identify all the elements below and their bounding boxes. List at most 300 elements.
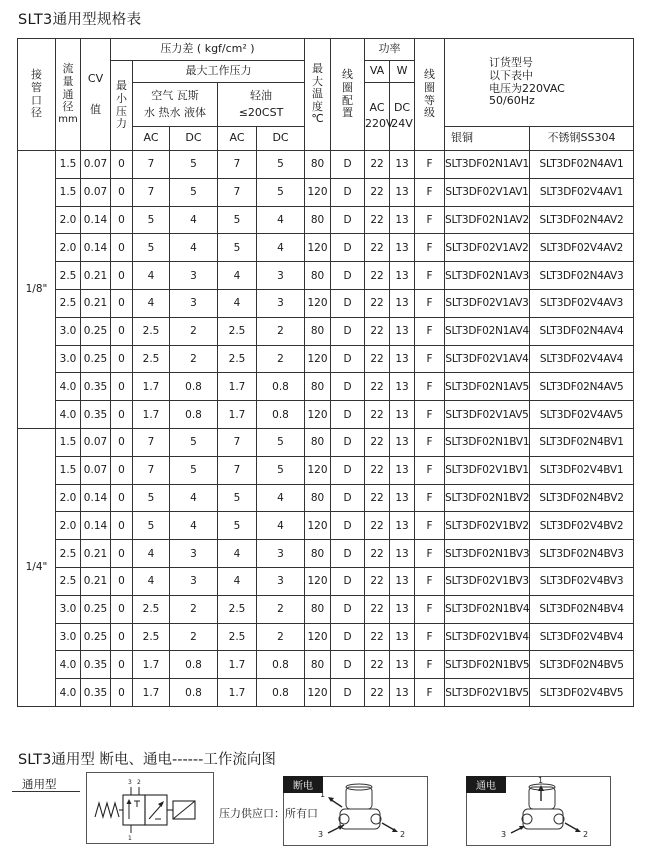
model-brass-cell: SLT3DF02N1AV3 <box>445 262 530 290</box>
media1-dc-cell: 3 <box>170 289 218 317</box>
min-pressure-header <box>111 61 133 151</box>
cv-header-line2: 值 <box>90 102 101 116</box>
media1-dc-cell: 5 <box>170 428 218 456</box>
media2-ac-cell: 7 <box>218 428 257 456</box>
media1-dc-cell: 4 <box>170 512 218 540</box>
min-pressure-cell: 0 <box>111 623 133 651</box>
coil-config-cell: D <box>331 623 365 651</box>
flow-cell: 1.5 <box>56 151 81 179</box>
model-brass-cell: SLT3DF02N1AV1 <box>445 151 530 179</box>
coil-grade-cell: F <box>415 317 445 345</box>
coil-config-cell: D <box>331 456 365 484</box>
power-w-cell: 13 <box>390 623 415 651</box>
flow-cell: 3.0 <box>56 623 81 651</box>
media1-ac-cell: 5 <box>133 206 170 234</box>
symbol-port-1: 1 <box>128 835 132 842</box>
min-pressure-cell: 0 <box>111 262 133 290</box>
spec-table-header <box>18 39 634 151</box>
media1-dc-cell: 5 <box>170 178 218 206</box>
media2-dc-cell: 4 <box>257 206 305 234</box>
model-stainless-cell: SLT3DF02N4AV4 <box>530 317 634 345</box>
media2-ac-cell: 4 <box>218 567 257 595</box>
model-stainless-cell: SLT3DF02V4AV3 <box>530 289 634 317</box>
cv-cell: 0.25 <box>81 345 111 373</box>
flow-cell: 2.5 <box>56 262 81 290</box>
min-pressure-cell: 0 <box>111 595 133 623</box>
power-va-cell: 22 <box>365 679 390 707</box>
media2-ac-cell: 5 <box>218 234 257 262</box>
power-w-cell: 13 <box>390 151 415 179</box>
media1-dc-cell: 0.8 <box>170 373 218 401</box>
min-pressure-cell: 0 <box>111 484 133 512</box>
power-va-cell: 22 <box>365 484 390 512</box>
va-header: VA <box>365 61 390 83</box>
media1-ac-cell: 1.7 <box>133 401 170 429</box>
temp-unit: ℃ <box>311 112 324 126</box>
cv-cell: 0.25 <box>81 623 111 651</box>
model-stainless-cell: SLT3DF02N4BV2 <box>530 484 634 512</box>
flow-section-title: SLT3通用型 断电、通电------工作流向图 <box>18 752 276 768</box>
off-port-2: 2 <box>400 830 406 839</box>
min-pressure-cell: 0 <box>111 567 133 595</box>
model-stainless-cell: SLT3DF02N4AV3 <box>530 262 634 290</box>
cv-cell: 0.25 <box>81 595 111 623</box>
table-row <box>18 651 634 679</box>
min-pressure-cell: 0 <box>111 373 133 401</box>
power-ac-line1: AC <box>369 101 385 115</box>
cv-cell: 0.14 <box>81 484 111 512</box>
temp-cell: 120 <box>305 178 331 206</box>
port-header <box>18 39 56 151</box>
temp-cell: 80 <box>305 595 331 623</box>
valve-symbol-icon <box>87 773 213 843</box>
media2-ac-cell: 7 <box>218 178 257 206</box>
model-brass-cell: SLT3DF02V1AV4 <box>445 345 530 373</box>
media1-ac-cell: 1.7 <box>133 651 170 679</box>
model-stainless-cell: SLT3DF02V4BV1 <box>530 456 634 484</box>
power-va-cell: 22 <box>365 206 390 234</box>
coil-grade-cell: F <box>415 512 445 540</box>
table-row <box>18 289 634 317</box>
power-w-cell: 13 <box>390 317 415 345</box>
table-row <box>18 679 634 707</box>
pressure-title: 压力差 ( kgf/cm² ) <box>111 39 305 61</box>
power-w-cell: 13 <box>390 428 415 456</box>
flow-cell: 3.0 <box>56 317 81 345</box>
power-va-cell: 22 <box>365 234 390 262</box>
coil-config-cell: D <box>331 484 365 512</box>
power-w-cell: 13 <box>390 289 415 317</box>
coil-config-cell: D <box>331 262 365 290</box>
media2-dc-cell: 0.8 <box>257 401 305 429</box>
media1-dc-cell: 2 <box>170 317 218 345</box>
symbol-port-2: 2 <box>137 779 141 786</box>
min-pressure-cell: 0 <box>111 540 133 568</box>
power-va-cell: 22 <box>365 651 390 679</box>
model-brass-cell: SLT3DF02N1AV4 <box>445 317 530 345</box>
media1-dc-cell: 3 <box>170 567 218 595</box>
stainless-header: 不锈钢SS304 <box>530 127 634 151</box>
power-va-cell: 22 <box>365 262 390 290</box>
cv-cell: 0.35 <box>81 651 111 679</box>
model-stainless-cell: SLT3DF02V4BV5 <box>530 679 634 707</box>
media2-line2: ≤20CST <box>238 105 284 119</box>
model-stainless-cell: SLT3DF02V4AV2 <box>530 234 634 262</box>
model-brass-cell: SLT3DF02V1BV5 <box>445 679 530 707</box>
coil-grade-text: 线圈等级 <box>424 68 436 120</box>
order-sub: 以下表中 <box>489 68 534 82</box>
order-voltage: 电压为220VAC <box>489 81 565 95</box>
power-w-cell: 13 <box>390 484 415 512</box>
media2-ac-cell: 5 <box>218 512 257 540</box>
max-pressure-header: 最大工作压力 <box>133 61 305 83</box>
coil-grade-cell: F <box>415 262 445 290</box>
valve-on-icon <box>467 777 610 845</box>
table-row <box>18 567 634 595</box>
media1-ac-cell: 2.5 <box>133 345 170 373</box>
cv-cell: 0.07 <box>81 428 111 456</box>
media1-ac-cell: 5 <box>133 512 170 540</box>
min-pressure-cell: 0 <box>111 206 133 234</box>
power-va-cell: 22 <box>365 512 390 540</box>
power-off-tag: 断电 <box>283 776 323 793</box>
media2-ac-cell: 4 <box>218 289 257 317</box>
media2-ac-cell: 2.5 <box>218 317 257 345</box>
flow-cell: 2.5 <box>56 567 81 595</box>
media1-ac-cell: 4 <box>133 567 170 595</box>
media1-dc-cell: 0.8 <box>170 679 218 707</box>
port-size-cell: 1/4" <box>18 428 56 706</box>
media2-ac-cell: 4 <box>218 262 257 290</box>
flow-unit: mm <box>58 114 78 126</box>
temp-cell: 80 <box>305 484 331 512</box>
media2-dc-cell: 3 <box>257 540 305 568</box>
flow-cell: 2.0 <box>56 234 81 262</box>
media1-dc-cell: 2 <box>170 623 218 651</box>
media2-header <box>218 83 305 127</box>
model-brass-cell: SLT3DF02N1BV3 <box>445 540 530 568</box>
power-va-cell: 22 <box>365 345 390 373</box>
coil-grade-cell: F <box>415 679 445 707</box>
power-w-cell: 13 <box>390 401 415 429</box>
table-row <box>18 484 634 512</box>
coil-config-cell: D <box>331 651 365 679</box>
flow-cell: 3.0 <box>56 345 81 373</box>
media1-ac-cell: 4 <box>133 540 170 568</box>
power-w-cell: 13 <box>390 373 415 401</box>
min-pressure-cell: 0 <box>111 289 133 317</box>
power-va-cell: 22 <box>365 428 390 456</box>
flow-header-text: 流量通径 <box>62 62 74 114</box>
model-stainless-cell: SLT3DF02N4AV1 <box>530 151 634 179</box>
media2-ac-cell: 2.5 <box>218 345 257 373</box>
power-off-diagram <box>283 776 428 846</box>
media1-ac-cell: 1.7 <box>133 679 170 707</box>
coil-config-cell: D <box>331 234 365 262</box>
cv-cell: 0.14 <box>81 206 111 234</box>
min-pressure-cell: 0 <box>111 401 133 429</box>
model-stainless-cell: SLT3DF02N4AV2 <box>530 206 634 234</box>
media2-ac-cell: 1.7 <box>218 651 257 679</box>
cv-cell: 0.21 <box>81 540 111 568</box>
table-row <box>18 623 634 651</box>
min-pressure-cell: 0 <box>111 651 133 679</box>
temp-cell: 120 <box>305 289 331 317</box>
media2-line1: 轻油 <box>250 88 273 102</box>
power-w-cell: 13 <box>390 567 415 595</box>
media1-ac-header: AC <box>133 127 170 151</box>
min-pressure-cell: 0 <box>111 178 133 206</box>
model-brass-cell: SLT3DF02N1BV5 <box>445 651 530 679</box>
temp-cell: 80 <box>305 206 331 234</box>
power-ac-header <box>365 83 394 151</box>
flow-cell: 1.5 <box>56 428 81 456</box>
model-stainless-cell: SLT3DF02V4BV2 <box>530 512 634 540</box>
model-brass-cell: SLT3DF02V1AV2 <box>445 234 530 262</box>
model-brass-cell: SLT3DF02V1AV5 <box>445 401 530 429</box>
flow-cell: 1.5 <box>56 456 81 484</box>
media2-ac-cell: 1.7 <box>218 373 257 401</box>
order-header <box>445 39 634 127</box>
table-row <box>18 206 634 234</box>
min-pressure-cell: 0 <box>111 317 133 345</box>
media2-ac-cell: 7 <box>218 151 257 179</box>
coil-config-cell: D <box>331 289 365 317</box>
power-va-cell: 22 <box>365 178 390 206</box>
w-header: W <box>390 61 415 83</box>
on-port-2: 2 <box>583 830 589 839</box>
power-va-cell: 22 <box>365 317 390 345</box>
media1-ac-cell: 7 <box>133 151 170 179</box>
temp-cell: 80 <box>305 373 331 401</box>
media1-ac-cell: 7 <box>133 456 170 484</box>
temp-cell: 120 <box>305 623 331 651</box>
media1-ac-cell: 2.5 <box>133 623 170 651</box>
min-pressure-cell: 0 <box>111 428 133 456</box>
model-stainless-cell: SLT3DF02V4AV4 <box>530 345 634 373</box>
media1-dc-cell: 3 <box>170 540 218 568</box>
off-port-1: 1 <box>320 790 326 799</box>
power-w-cell: 13 <box>390 234 415 262</box>
table-row <box>18 345 634 373</box>
temp-cell: 80 <box>305 428 331 456</box>
media2-dc-cell: 4 <box>257 484 305 512</box>
min-pressure-text: 最小压力 <box>116 79 127 131</box>
power-w-cell: 13 <box>390 595 415 623</box>
model-stainless-cell: SLT3DF02V4BV3 <box>530 567 634 595</box>
temp-header <box>305 39 331 151</box>
flow-cell: 2.0 <box>56 512 81 540</box>
coil-config-cell: D <box>331 428 365 456</box>
spec-table <box>17 38 634 707</box>
power-va-cell: 22 <box>365 623 390 651</box>
power-on-tag: 通电 <box>466 776 506 793</box>
temp-cell: 120 <box>305 401 331 429</box>
media2-dc-cell: 4 <box>257 512 305 540</box>
media2-ac-cell: 7 <box>218 456 257 484</box>
power-w-cell: 13 <box>390 206 415 234</box>
model-stainless-cell: SLT3DF02V4BV4 <box>530 623 634 651</box>
media2-ac-cell: 2.5 <box>218 595 257 623</box>
media2-dc-cell: 4 <box>257 234 305 262</box>
table-row <box>18 595 634 623</box>
media1-line2: 水 热水 液体 <box>144 105 206 119</box>
flow-cell: 2.0 <box>56 484 81 512</box>
table-row <box>18 373 634 401</box>
media2-dc-cell: 2 <box>257 317 305 345</box>
cv-cell: 0.21 <box>81 289 111 317</box>
power-va-cell: 22 <box>365 595 390 623</box>
model-brass-cell: SLT3DF02N1AV2 <box>445 206 530 234</box>
model-stainless-cell: SLT3DF02V4AV1 <box>530 178 634 206</box>
flow-cell: 3.0 <box>56 595 81 623</box>
power-on-diagram <box>466 776 611 846</box>
coil-config-cell: D <box>331 206 365 234</box>
media1-ac-cell: 1.7 <box>133 373 170 401</box>
coil-config-cell: D <box>331 373 365 401</box>
media2-dc-header: DC <box>257 127 305 151</box>
coil-grade-cell: F <box>415 623 445 651</box>
flow-header <box>56 39 81 151</box>
table-row <box>18 401 634 429</box>
type-label: 通用型 <box>22 777 57 791</box>
flow-cell: 4.0 <box>56 401 81 429</box>
media1-ac-cell: 7 <box>133 428 170 456</box>
coil-grade-header <box>415 39 445 151</box>
media2-ac-cell: 4 <box>218 540 257 568</box>
coil-grade-cell: F <box>415 178 445 206</box>
power-w-cell: 13 <box>390 651 415 679</box>
cv-cell: 0.25 <box>81 317 111 345</box>
media2-ac-cell: 5 <box>218 484 257 512</box>
valve-symbol <box>86 772 214 844</box>
model-stainless-cell: SLT3DF02N4BV5 <box>530 651 634 679</box>
min-pressure-cell: 0 <box>111 234 133 262</box>
model-brass-cell: SLT3DF02V1BV2 <box>445 512 530 540</box>
media2-ac-cell: 1.7 <box>218 679 257 707</box>
coil-grade-cell: F <box>415 234 445 262</box>
cv-cell: 0.07 <box>81 151 111 179</box>
temp-cell: 120 <box>305 456 331 484</box>
model-stainless-cell: SLT3DF02N4BV3 <box>530 540 634 568</box>
coil-config-cell: D <box>331 317 365 345</box>
media2-dc-cell: 2 <box>257 595 305 623</box>
cv-cell: 0.07 <box>81 456 111 484</box>
spec-table-body <box>18 151 634 707</box>
media1-dc-cell: 4 <box>170 484 218 512</box>
temp-cell: 120 <box>305 512 331 540</box>
media1-dc-cell: 4 <box>170 206 218 234</box>
coil-grade-cell: F <box>415 401 445 429</box>
media1-dc-cell: 4 <box>170 234 218 262</box>
media2-dc-cell: 5 <box>257 428 305 456</box>
temp-cell: 120 <box>305 679 331 707</box>
min-pressure-cell: 0 <box>111 345 133 373</box>
power-va-cell: 22 <box>365 456 390 484</box>
cv-cell: 0.35 <box>81 679 111 707</box>
model-brass-cell: SLT3DF02V1BV1 <box>445 456 530 484</box>
power-w-cell: 13 <box>390 178 415 206</box>
media1-dc-cell: 3 <box>170 262 218 290</box>
temp-cell: 80 <box>305 651 331 679</box>
table-row <box>18 178 634 206</box>
media1-header <box>133 83 218 127</box>
media2-dc-cell: 2 <box>257 345 305 373</box>
model-brass-cell: SLT3DF02V1BV4 <box>445 623 530 651</box>
on-port-1: 1 <box>538 776 544 785</box>
brass-header: 银铜 <box>445 127 530 151</box>
media2-dc-cell: 3 <box>257 567 305 595</box>
coil-config-cell: D <box>331 178 365 206</box>
media1-dc-header: DC <box>170 127 218 151</box>
media1-line1: 空气 瓦斯 <box>151 88 199 102</box>
coil-config-cell: D <box>331 512 365 540</box>
power-w-cell: 13 <box>390 262 415 290</box>
media1-dc-cell: 5 <box>170 151 218 179</box>
power-va-cell: 22 <box>365 567 390 595</box>
media1-dc-cell: 0.8 <box>170 651 218 679</box>
power-va-cell: 22 <box>365 540 390 568</box>
coil-config-cell: D <box>331 540 365 568</box>
model-brass-cell: SLT3DF02N1BV2 <box>445 484 530 512</box>
media1-ac-cell: 2.5 <box>133 595 170 623</box>
coil-grade-cell: F <box>415 373 445 401</box>
media2-ac-cell: 5 <box>218 206 257 234</box>
media1-dc-cell: 0.8 <box>170 401 218 429</box>
power-w-cell: 13 <box>390 679 415 707</box>
cv-header <box>81 39 111 151</box>
media2-dc-cell: 0.8 <box>257 679 305 707</box>
media2-dc-cell: 0.8 <box>257 651 305 679</box>
coil-config-cell: D <box>331 595 365 623</box>
coil-grade-cell: F <box>415 540 445 568</box>
cv-cell: 0.21 <box>81 262 111 290</box>
media1-ac-cell: 4 <box>133 262 170 290</box>
coil-config-header <box>331 39 365 151</box>
page-title: SLT3通用型规格表 <box>18 12 142 28</box>
cv-cell: 0.14 <box>81 512 111 540</box>
flow-cell: 4.0 <box>56 651 81 679</box>
temp-cell: 80 <box>305 540 331 568</box>
power-w-cell: 13 <box>390 345 415 373</box>
coil-grade-cell: F <box>415 651 445 679</box>
coil-grade-cell: F <box>415 484 445 512</box>
table-row <box>18 262 634 290</box>
media1-dc-cell: 2 <box>170 345 218 373</box>
power-va-cell: 22 <box>365 151 390 179</box>
flow-cell: 2.5 <box>56 540 81 568</box>
table-row <box>18 234 634 262</box>
table-row <box>18 456 634 484</box>
cv-cell: 0.35 <box>81 401 111 429</box>
power-dc-line1: DC <box>393 101 411 115</box>
order-title: 订货型号 <box>489 56 534 70</box>
min-pressure-cell: 0 <box>111 151 133 179</box>
cv-cell: 0.21 <box>81 567 111 595</box>
coil-config-cell: D <box>331 151 365 179</box>
media1-ac-cell: 5 <box>133 234 170 262</box>
power-va-cell: 22 <box>365 373 390 401</box>
min-pressure-cell: 0 <box>111 679 133 707</box>
media1-dc-cell: 2 <box>170 595 218 623</box>
min-pressure-cell: 0 <box>111 456 133 484</box>
flow-cell: 2.5 <box>56 289 81 317</box>
cv-cell: 0.35 <box>81 373 111 401</box>
cv-header-line1: CV <box>87 71 104 85</box>
power-w-cell: 13 <box>390 540 415 568</box>
coil-config-cell: D <box>331 401 365 429</box>
flow-cell: 2.0 <box>56 206 81 234</box>
